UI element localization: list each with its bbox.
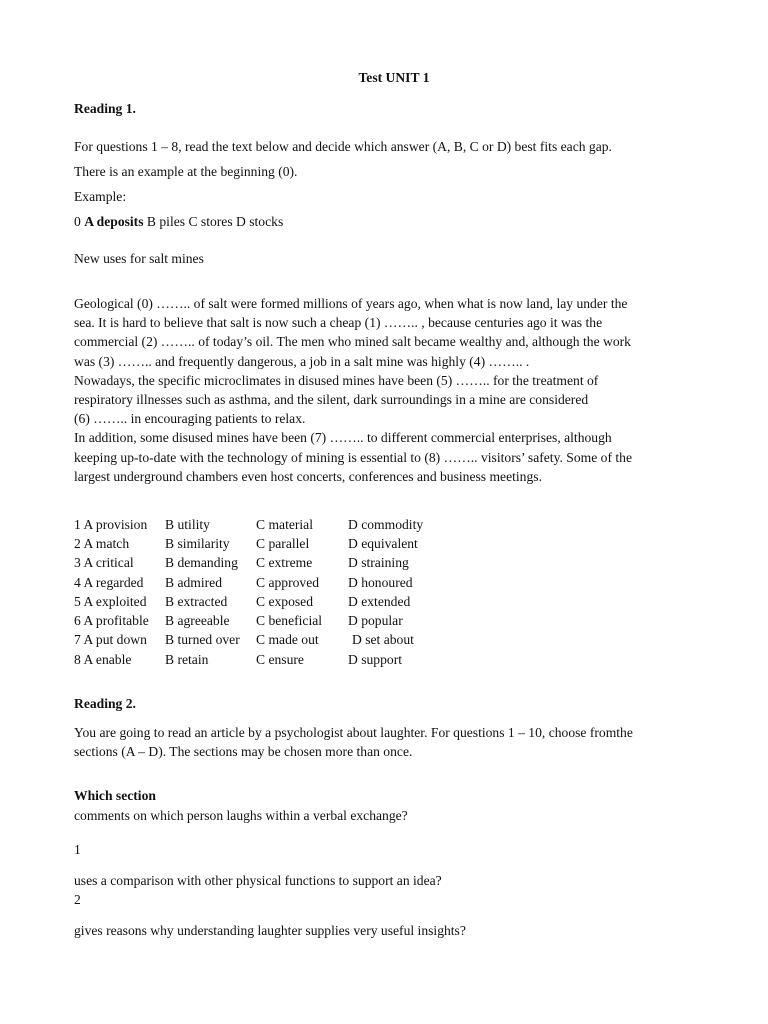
option-d: D support: [348, 652, 402, 667]
question-text: uses a comparison with other physical functions to support an idea?: [74, 873, 442, 888]
example-number: 0: [74, 214, 85, 229]
option-d: D extended: [348, 594, 411, 609]
passage-line: respiratory illnesses such as asthma, and the silent, dark surroundings in a mine are considered: [74, 392, 589, 408]
option-c: C parallel: [256, 536, 310, 551]
option-c: C ensure: [256, 652, 304, 667]
options-row: [74, 632, 714, 651]
option-b: B admired: [165, 575, 223, 590]
passage: [74, 294, 714, 486]
reading2-instruction-line: You are going to read an article by a psychologist about laughter. For questions 1 – 10, choose fromthe: [74, 725, 633, 740]
passage-line: (6) …….. in encouraging patients to relax.: [74, 411, 306, 427]
option-c: C material: [256, 517, 313, 532]
option-b: B similarity: [165, 536, 230, 551]
option-d: D popular: [348, 613, 403, 628]
option-a: 5 A exploited: [74, 594, 147, 609]
option-d: D straining: [348, 555, 409, 570]
options-row: [74, 613, 714, 632]
text-title: New uses for salt mines: [74, 251, 204, 266]
page-title: Test UNIT 1: [358, 70, 430, 85]
options-row: [74, 555, 714, 574]
passage-line: commercial (2) …….. of today’s oil. The men who mined salt became wealthy and, although the work: [74, 334, 631, 350]
question-text: gives reasons why understanding laughter supplies very useful insights?: [74, 923, 466, 938]
option-d: D equivalent: [348, 536, 418, 551]
question-number: 1: [74, 842, 81, 857]
reading1-instruction-line: There is an example at the beginning (0).: [74, 164, 298, 179]
option-b: B extracted: [165, 594, 228, 609]
example-line: [74, 215, 283, 229]
option-b: B turned over: [165, 632, 240, 647]
question-number: 2: [74, 892, 81, 907]
passage-line: In addition, some disused mines have been (7) …….. to different commercial enterprises, although: [74, 430, 612, 446]
option-a: 4 A regarded: [74, 575, 144, 590]
passage-line: keeping up-to-date with the technology of mining is essential to (8) …….. visitors’ safety. Some of the: [74, 449, 632, 465]
option-c: C exposed: [256, 594, 314, 609]
passage-line: largest underground chambers even host concerts, conferences and business meetings.: [74, 468, 542, 484]
passage-line: was (3) …….. and frequently dangerous, a job in a salt mine was highly (4) …….. .: [74, 353, 530, 369]
passage-line: Nowadays, the specific microclimates in disused mines have been (5) …….. for the treatment of: [74, 372, 599, 388]
option-b: B utility: [165, 517, 210, 532]
option-a: 2 A match: [74, 536, 130, 551]
option-d: D set about: [352, 632, 414, 647]
question-text: comments on which person laughs within a verbal exchange?: [74, 808, 408, 823]
options-row: [74, 536, 714, 555]
option-b: B agreeable: [165, 613, 230, 628]
example-label: Example:: [74, 189, 127, 204]
reading1-instruction-line: For questions 1 – 8, read the text below and decide which answer (A, B, C or D) best fits each gap.: [74, 139, 612, 154]
option-c: C made out: [256, 632, 319, 647]
option-d: D honoured: [348, 575, 413, 590]
which-section-heading: Which section: [74, 788, 156, 803]
option-a: 1 A provision: [74, 517, 148, 532]
option-d: D commodity: [348, 517, 424, 532]
reading2-heading: Reading 2.: [74, 696, 136, 711]
example-options: B piles C stores D stocks: [143, 214, 284, 229]
option-b: B retain: [165, 652, 209, 667]
option-a: 8 A enable: [74, 652, 132, 667]
option-b: B demanding: [165, 555, 238, 570]
options-row: [74, 594, 714, 613]
option-c: C approved: [256, 575, 320, 590]
option-c: C beneficial: [256, 613, 323, 628]
example-answer: A deposits: [84, 214, 144, 229]
option-a: 7 A put down: [74, 632, 147, 647]
options-row: [74, 652, 714, 671]
passage-line: sea. It is hard to believe that salt is now such a cheap (1) …….. , because centuries ago it was the: [74, 315, 603, 331]
option-a: 6 A profitable: [74, 613, 149, 628]
option-c: C extreme: [256, 555, 313, 570]
option-a: 3 A critical: [74, 555, 134, 570]
passage-line: Geological (0) …….. of salt were formed millions of years ago, when what is now land, lay under the: [74, 296, 628, 311]
options-row: [74, 517, 714, 536]
reading1-heading: Reading 1.: [74, 101, 136, 116]
options-row: [74, 575, 714, 594]
reading2-instruction-line: sections (A – D). The sections may be chosen more than once.: [74, 744, 413, 759]
